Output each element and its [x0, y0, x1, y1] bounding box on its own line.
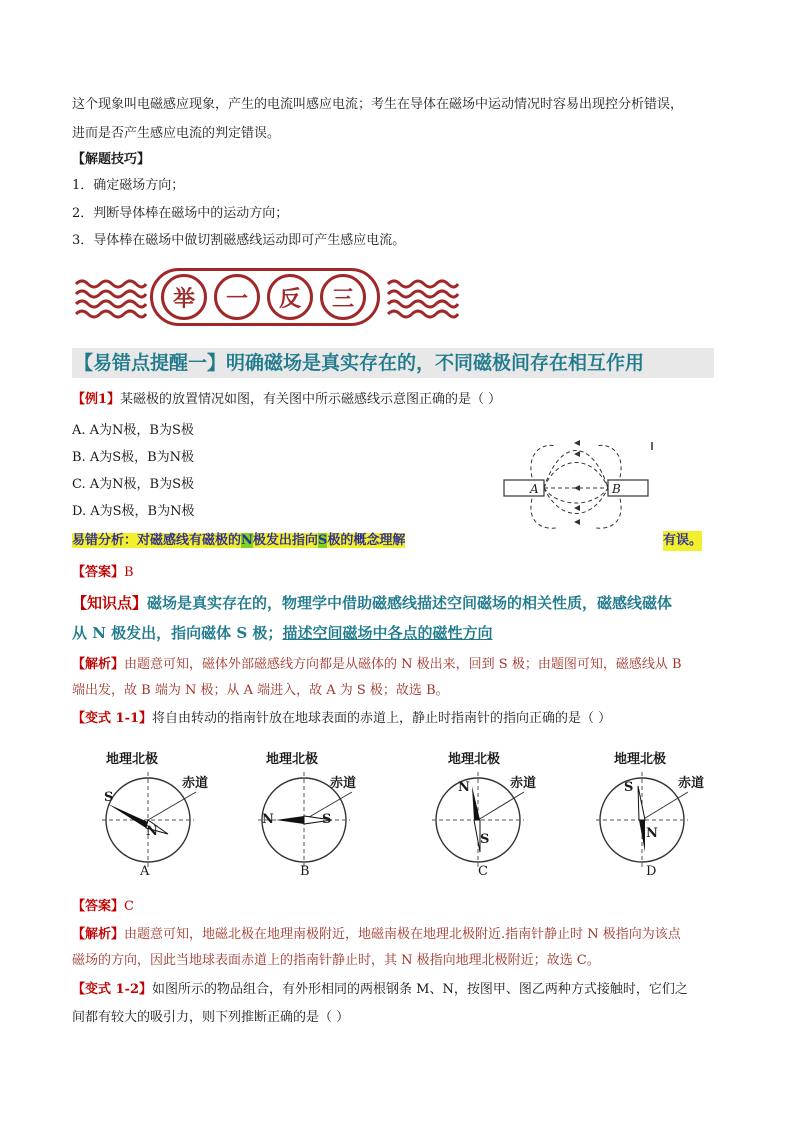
variant1-analysis-text-1: 由题意可知，地磁北极在地理南极附近，地磁南极在地理北极附近.指南针静止时 N 极指向为该点: [124, 927, 681, 942]
tips-heading: 【解题技巧】: [72, 152, 151, 167]
compass-c-s: S: [480, 832, 490, 847]
compass-a-equator: 赤道: [182, 776, 209, 791]
banner-wave-left-icon: [74, 276, 148, 320]
tip-item-2: 2．判断导体棒在磁场中的运动方向；: [72, 206, 289, 221]
compass-c-title: 地理北极: [448, 752, 501, 767]
example1-question-text: 某磁极的放置情况如图，有关图中所示磁感线示意图正确的是（ ）: [120, 392, 502, 407]
section-heading: 【易错点提醒一】明确磁场是真实存在的，不同磁极间存在相互作用: [74, 352, 645, 374]
error-analysis-part1: 易错分析：对磁感线有磁极的: [72, 533, 242, 548]
example1-analysis-line-2: 端出发，故 B 端为 N 极；从 A 端进入，故 A 为 S 极；故选 B。: [72, 683, 449, 698]
compass-b: [240, 748, 380, 888]
error-analysis-n: N: [241, 533, 253, 548]
compass-b-n: N: [262, 812, 274, 827]
magnet-label-a: A: [530, 482, 539, 496]
compass-d-letter: D: [646, 864, 657, 879]
answer-value: B: [124, 565, 134, 580]
error-analysis-line: [72, 531, 405, 551]
variant1-answer-tag: 【答案】: [72, 899, 125, 914]
compass-d-s: S: [624, 780, 634, 795]
variant1-question-text: 将自由转动的指南针放在地球表面的赤道上，静止时指南针的指向正确的是（ ）: [152, 711, 612, 726]
intro-line-2: 进而是否产生感应电流的判定错误。: [72, 126, 281, 141]
variant1-analysis-tag: 【解析】: [72, 927, 125, 942]
example1-analysis-line-1: [72, 655, 682, 675]
knowledge-line-2: [72, 622, 492, 644]
knowledge-text-2b: 描述空间磁场中各点的磁性方向: [282, 624, 493, 642]
compass-d-title: 地理北极: [614, 752, 667, 767]
compass-c-n: N: [458, 780, 470, 795]
error-analysis-part2: 极发出指向: [252, 533, 318, 548]
analysis-text-1: 由题意可知，磁体外部磁感线方向都是从磁体的 N 极出来，回到 S 极；由题图可知，磁感线从 B: [124, 657, 682, 672]
compass-d-equator: 赤道: [678, 776, 705, 791]
banner-char-4: 三: [320, 274, 366, 320]
knowledge-line-1: [72, 592, 672, 614]
magnet-field-figure: [500, 436, 656, 532]
variant1-question: [72, 709, 611, 729]
option-a: A. A为N极，B为S极: [72, 423, 194, 438]
tip-item-3: 3．导体棒在磁场中做切割磁感线运动即可产生感应电流。: [72, 233, 406, 248]
compass-a-title: 地理北极: [106, 752, 159, 767]
error-analysis-part3: 极的概念理解: [327, 533, 406, 548]
magnet-label-b: B: [612, 482, 621, 496]
tip-item-1: 1．确定磁场方向；: [72, 178, 185, 193]
knowledge-tag: 【知识点】: [72, 594, 148, 612]
compass-d-n: N: [646, 826, 658, 841]
compass-c-letter: C: [478, 864, 488, 879]
compass-a-letter: A: [140, 864, 150, 879]
banner-char-1: 举: [161, 274, 207, 320]
option-d: D. A为S极，B为N极: [72, 504, 195, 519]
intro-line-1: 这个现象叫电磁感应现象，产生的电流叫感应电流；考生在导体在磁场中运动情况时容易出现控分析错误，: [72, 97, 684, 112]
compass-b-title: 地理北极: [266, 752, 319, 767]
banner-char-2: 一: [214, 274, 260, 320]
compass-b-equator: 赤道: [330, 776, 357, 791]
answer-tag: 【答案】: [72, 565, 125, 580]
variant2-line-1: [72, 980, 688, 1000]
knowledge-text-1: 磁场是真实存在的，物理学中借助磁感线描述空间磁场的相关性质，磁感线磁体: [147, 594, 673, 612]
option-c: C. A为N极，B为S极: [72, 477, 194, 492]
option-b: B. A为S极，B为N极: [72, 450, 195, 465]
banner-wave-right-icon: [386, 276, 460, 320]
variant2-text-1: 如图所示的物品组合，有外形相同的两根钢条 M、N，按图甲、图乙两种方式接触时，它们之: [152, 982, 688, 997]
variant2-tag: 【变式 1-2】: [72, 982, 153, 997]
variant2-line-2: 间都有较大的吸引力，则下列推断正确的是（ ）: [72, 1010, 350, 1025]
example1-answer: [72, 563, 134, 583]
variant1-analysis-line-2: 磁场的方向，因此当地球表面赤道上的指南针静止时，其 N 极指向地理北极附近；故选 C。: [72, 953, 600, 968]
variant1-answer: [72, 897, 134, 917]
analysis-tag: 【解析】: [72, 657, 125, 672]
error-analysis-s: S: [317, 533, 328, 548]
compass-c-equator: 赤道: [510, 776, 537, 791]
error-analysis-part4: 有误。: [663, 531, 702, 551]
compass-a-s: S: [104, 790, 114, 805]
compass-d: [584, 748, 724, 888]
banner-char-3: 反: [267, 274, 313, 320]
compass-a: [78, 748, 218, 888]
variant1-analysis-line-1: [72, 925, 681, 945]
example1-question: [72, 390, 501, 410]
variant1-answer-value: C: [124, 899, 134, 914]
compass-c: [418, 748, 558, 888]
variant1-tag: 【变式 1-1】: [72, 711, 153, 726]
compass-a-n: N: [146, 824, 158, 839]
knowledge-text-2a: 从 N 极发出，指向磁体 S 极；: [72, 624, 283, 642]
compass-b-letter: B: [300, 864, 310, 879]
example1-tag: 【例1】: [72, 392, 121, 407]
compass-b-s: S: [322, 812, 332, 827]
